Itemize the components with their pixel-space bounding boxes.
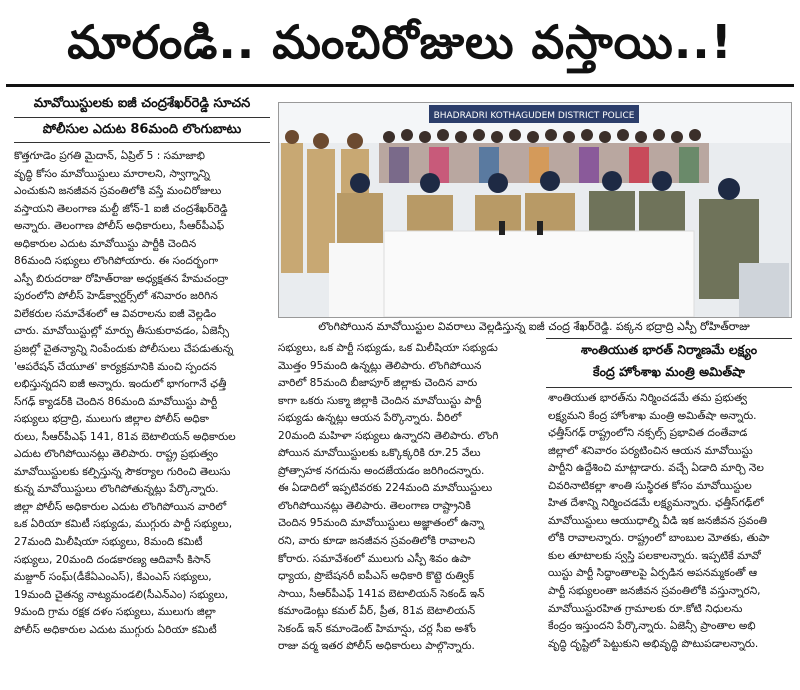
headline: మారండి.. మంచిరోజులు వస్తాయి..! xyxy=(67,15,733,69)
sidebar-line: లోకి రావాలన్నారు. రాష్ట్రంలో బాంబుల మోతకు, తుపా xyxy=(548,532,770,545)
article-line: జిల్లా పోలీస్ అధికారుల ఎదుట లొంగిపోయిన వారిలో xyxy=(14,500,227,513)
article-line: లొంగిపోయినట్లు తెలిపారు. తెలంగాణ రాష్ట్రానికి xyxy=(278,499,471,512)
article-line: వారిలో 85మంది బీజాపూర్ జిల్లాకు చెందిన వారు xyxy=(278,377,478,390)
sidebar-line: హిత దేశాన్ని నిర్మించడమే లక్ష్యమన్నారు. ఛత్తీస్‌గఢ్‌లో xyxy=(548,497,764,510)
article-line: ఎస్పీ బిరుదరాజు రోహిత్‌రాజు అధ్యక్షతన హేమచంద్రా xyxy=(14,272,229,285)
sidebar-title-box xyxy=(546,338,792,388)
article-line: 27మంది మిలీషియా సభ్యులు, 8మంది కమిటీ xyxy=(14,536,203,549)
subhead-divider xyxy=(14,142,270,143)
sidebar-line: ఛత్తీస్‌గఢ్ రాష్ట్రంలోని నక్సల్స్ ప్రభావిత దంతేవాడ xyxy=(548,427,748,440)
article-line: లభిస్తున్నదని ఐజీ అన్నారు. ఇందులో భాగంగానే ఛత్తీ xyxy=(14,378,227,391)
article-line: కోరారు. సమావేశంలో ములుగు ఎస్పీ శివం ఉపా xyxy=(278,552,471,565)
article-line: స్‌గఢ్ క్యాడర్‌కి చెందిన 86మంది మావోయిస్టు పార్టీ xyxy=(14,395,218,408)
article-line: చారు. మావోయిస్టుల్లో మార్పు తీసుకురావడం, ఏజెన్సీ xyxy=(14,325,229,338)
article-line: రులు, సీఆర్‌పీఎఫ్ 141, 81వ బెటాలియన్ అధికారుల xyxy=(14,430,236,443)
article-line: సభ్యుడు ఉన్నట్లు ఆయన పేర్కొన్నారు. వీరిలో xyxy=(278,412,462,425)
kicker-divider xyxy=(14,117,270,118)
article-line: ప్రజల్లో చైతన్యాన్ని నింపేందుకు పోలీసులు చేపడుతున్న xyxy=(14,343,234,356)
article-line: సభ్యులు భద్రాద్రి, ములుగు జిల్లాల పోలీస్ అధికా xyxy=(14,413,209,426)
sidebar-line: చివరినాటికల్లా శాంతి సుస్థిరత కోసం మావోయిస్టుల xyxy=(548,479,752,492)
article-line: ధ్యాయ, ప్రొబేషనరీ ఐపీఎస్ అధికారి కొట్టె రుత్విక్ xyxy=(278,570,474,583)
sidebar-column xyxy=(548,390,792,680)
article-line: వస్తాయని తెలంగాణ మల్టీ జోన్-1 ఐజీ చంద్రశేఖర్‌రెడ్డి xyxy=(14,202,228,215)
article-column-2 xyxy=(278,340,540,660)
article-line: పోయిన మావోయిస్టులకు ఒక్కొక్కరికి రూ.25 వేలు xyxy=(278,447,481,460)
article-line: పోలీస్ అధికారుల ఎదుట ముగ్గురు ఏరియా కమిటీ xyxy=(14,623,217,636)
article-line: ప్రోత్సాహక నగదును అందజేయడం జరిగిందన్నారు. xyxy=(278,464,485,477)
sidebar-line: యిస్టు పార్టీ సిద్ధాంతాలపై ఏర్పడిన అపనమ్మకంతో ఆ xyxy=(548,567,758,580)
article-line: రని, వారు కూడా జనజీవన స్రవంతిలోకి రావాలని xyxy=(278,535,476,548)
article-line: ఎంచుకుని జనజీవన స్రవంతిలోకి వస్తే మంచిరోజులు xyxy=(14,185,222,198)
article-line: 19మంది చైతన్య నాట్యమండలి(సీఎన్ఎం) సభ్యులు, xyxy=(14,588,229,601)
sidebar-line: పార్టీ సభ్యులంతా జనజీవన స్రవంతిలోకి వస్తున్నారని, xyxy=(548,585,761,598)
article-line: కమాండెంట్లు కమల్ వీర్, ప్రీత, 81వ బెటాలియన్ xyxy=(278,605,476,618)
article-line: ఎదుట లొంగిపోయినట్లు తెలిపారు. రాష్ట్ర ప్రభుత్వం xyxy=(14,448,218,461)
sidebar-line: మావోయిస్టులు ఆయుధాల్ని వీడి ఇక జనజీవన స్రవంతి xyxy=(548,514,768,527)
article-line: కాగా ఒకరు సుక్మా జిల్లాకి చెందిన మావోయిస్టు పార్టీ xyxy=(278,394,482,407)
article-line: 86మంది సభ్యులు లొంగిపోయారు. ఈ సందర్భంగా xyxy=(14,255,219,268)
article-line: చెందిన 95మంది మావోయిస్టులు అజ్ఞాతంలో ఉన్నా xyxy=(278,517,485,530)
article-line: సభ్యులు, ఒక పార్టీ సభ్యుడు, ఒక మిలీషియా సభ్యుడు xyxy=(278,342,498,354)
article-line: రాజు వర్మ ఇతర పోలీస్ అధికారులు పాల్గొన్నారు. xyxy=(278,640,475,653)
subheadline: పోలీసుల ఎదుట 86మంది లొంగుబాటు xyxy=(42,122,242,137)
article-line: సెకండ్ ఇన్ కమాండెంట్ హిమాన్షు, చర్ల సీఐ అశోం xyxy=(278,622,477,635)
sidebar-line: వృద్ధి దృష్టిలో పెట్టుకుని అభివృద్ధి పొటుపడాలన్నారు. xyxy=(548,637,759,650)
sidebar-line: కుల తూటాలకు స్వస్తి పలకాలన్నారు. ఇప్పటికే మావో xyxy=(548,549,761,562)
article-line: ఒక ఏరియా కమిటీ సభ్యుడు, ముగ్గురు పార్టీ సభ్యులు, xyxy=(14,518,233,531)
kicker: మావోయిస్టులకు ఐజీ చంద్రశేఖర్‌రెడ్డి సూచన xyxy=(33,96,251,111)
article-line: అన్నారు. తెలంగాణ పోలీస్ అధికారులు, సీఆర్‌పీఎఫ్ xyxy=(14,220,225,233)
article-line: 'ఆపరేషన్ చేయూత' కార్యక్రమానికి మంచి స్పందన xyxy=(14,360,217,373)
article-line: సాయి, సీఆర్‌పీఎఫ్ 141వ బెటాలియన్ సెకండ్ ఇన్ xyxy=(278,587,485,600)
sidebar-line: మావోయిస్టురహిత గ్రామాలకు రూ.కోటి నిధులను xyxy=(548,602,743,615)
article-line: మావోయిస్టులకు కల్పిస్తున్న సౌకర్యాల గురించి తెలుసు xyxy=(14,465,231,478)
article-line: సభ్యులు, 20మంది దండకారణ్య ఆదివాసీ కిసాన్ xyxy=(14,553,211,566)
sidebar-subtitle: కేంద్ర హోంశాఖ మంత్రి అమిత్‌షా xyxy=(593,364,745,379)
sidebar-line: లక్ష్యమని కేంద్ర హోంశాఖ మంత్రి అమిత్‌షా అన్నారు. xyxy=(548,409,757,422)
article-line: మొత్తం 95మంది ఉన్నట్లు తెలిపారు. లొంగిపోయిన xyxy=(278,359,482,372)
photo-banner-text: BHADRADRI KOTHAGUDEM DISTRICT POLICE xyxy=(433,111,635,121)
headline-rule xyxy=(6,84,794,87)
sidebar-line: కేంద్రం ఇస్తుందని పేర్కొన్నారు. ఏజెన్సీ ప్రాంతాల అభి xyxy=(548,620,756,633)
article-line: 9మంది గ్రామ రక్షక దళం సభ్యులు, ములుగు జిల్లా xyxy=(14,606,216,619)
sidebar-line: జిల్లాలో శనివారం పర్యటించిన ఆయన మావోయిస్టు xyxy=(548,444,753,457)
sidebar-title: శాంతియుత భారత్ నిర్మాణమే లక్ష్యం xyxy=(580,342,758,357)
sidebar-line: పార్టీని ఉద్దేశించి మాట్లాడారు. వచ్చే ఏడాది మార్చి నెల xyxy=(548,462,764,475)
article-line: విలేకరుల సమావేశంలో ఆ వివరాలను ఐజీ వెల్లడిం xyxy=(14,307,217,320)
article-column-1 xyxy=(14,148,272,688)
article-line: కున్న మావోయిస్టులు లొంగిపోతున్నట్లు పేర్కొన్నారు. xyxy=(14,483,219,496)
article-line: పురంలోని పోలీస్ హెడ్‌క్వార్టర్స్‌లో శనివారం జరిగిన xyxy=(14,290,218,303)
photo-caption: లొంగిపోయిన మావోయిస్టుల వివరాలు వెల్లడిస్తున్న ఐజీ చంద్ర శేఖర్‌రెడ్డి. పక్కన భద్రాద్రి ఎస్పీ రోహిత్‌రాజు xyxy=(318,320,750,333)
article-line: మజ్దూర్ సంఘ్(డీకేఏఎంఎస్), కేఎంఎస్ సభ్యులు, xyxy=(14,571,212,584)
article-line: వృద్ధి కోసం మావోయిస్టులు మారాలని, స్వాగ్నాన్ని xyxy=(14,167,210,180)
article-line: 20మంది మహిళా సభ్యులు ఉన్నారని తెలిపారు. లొంగి xyxy=(278,429,499,442)
press-meet-photo xyxy=(278,102,792,318)
sidebar-line: శాంతియుత భారత్‌ను నిర్మించడమే తమ ప్రభుత్వ xyxy=(548,392,748,404)
article-line: కొత్తగూడెం ప్రగతి మైదాన్, ఏప్రిల్ 5 : సమాజాభి xyxy=(14,150,205,162)
article-line: ఈ ఏడాదిలో ఇప్పటివరకు 224మంది మావోయిస్టులు xyxy=(278,482,493,495)
article-line: అధికారుల ఎదుట మావోయిస్టు పార్టీకి చెందిన xyxy=(14,237,197,250)
